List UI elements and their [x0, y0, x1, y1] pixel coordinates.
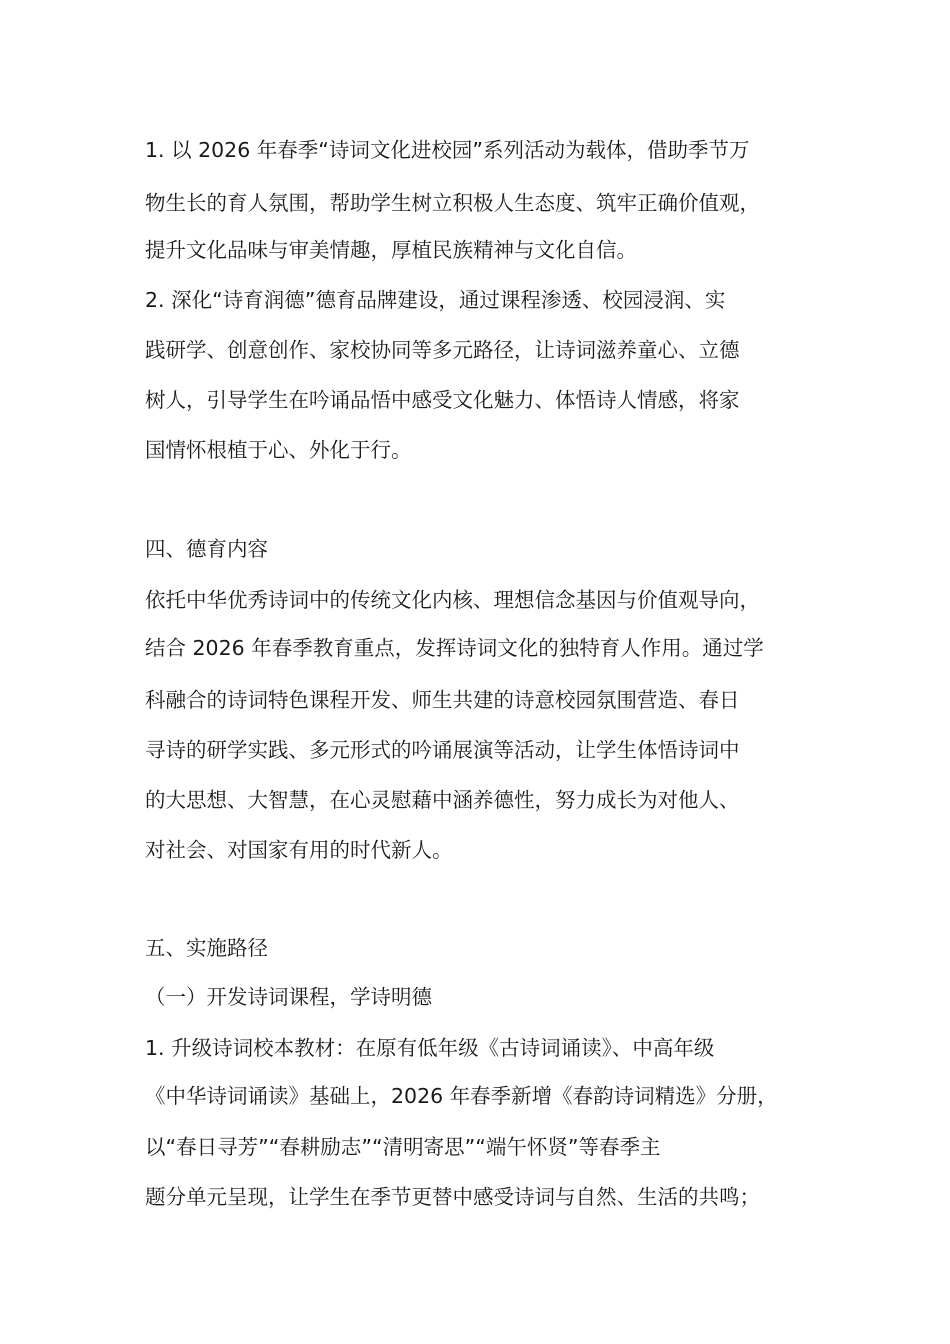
- section-heading-implementation: 五、实施路径: [145, 936, 268, 960]
- course-item-line-4: 题分单元呈现，让学生在季节更替中感受诗词与自然、生活的共鸣；: [145, 1185, 760, 1209]
- moral-content-line-2: 结合 2026 年春季教育重点，发挥诗词文化的独特育人作用。通过学: [145, 636, 764, 660]
- goal-1-line-2: 物生长的育人氛围，帮助学生树立积极人生态度、筑牢正确价值观，: [145, 191, 760, 215]
- section-heading-moral-content: 四、德育内容: [145, 537, 268, 561]
- goal-1-line-3: 提升文化品味与审美情趣，厚植民族精神与文化自信。: [145, 238, 637, 262]
- goal-1-line-1: 1. 以 2026 年春季“诗词文化进校园”系列活动为载体，借助季节万: [145, 138, 750, 162]
- goal-2-line-1: 2. 深化“诗育润德”德育品牌建设，通过课程渗透、校园浸润、实: [145, 288, 726, 312]
- goal-2-line-2: 践研学、创意创作、家校协同等多元路径，让诗词滋养童心、立德: [145, 338, 740, 362]
- goal-2-line-3: 树人，引导学生在吟诵品悟中感受文化魅力、体悟诗人情感，将家: [145, 388, 740, 412]
- subsection-heading-course: （一）开发诗词课程，学诗明德: [145, 985, 432, 1009]
- moral-content-line-1: 依托中华优秀诗词中的传统文化内核、理想信念基因与价值观导向，: [145, 588, 760, 612]
- course-item-line-3: 以“春日寻芳”“春耕励志”“清明寄思”“端午怀贤”等春季主: [145, 1135, 661, 1159]
- course-item-line-1: 1. 升级诗词校本教材：在原有低年级《古诗词诵读》、中高年级: [145, 1036, 715, 1060]
- moral-content-line-5: 的大思想、大智慧，在心灵慰藉中涵养德性，努力成长为对他人、: [145, 788, 740, 812]
- goal-2-line-4: 国情怀根植于心、外化于行。: [145, 438, 412, 462]
- moral-content-line-3: 科融合的诗词特色课程开发、师生共建的诗意校园氛围营造、春日: [145, 688, 740, 712]
- course-item-line-2: 《中华诗词诵读》基础上，2026 年春季新增《春韵诗词精选》分册，: [145, 1084, 778, 1108]
- moral-content-line-4: 寻诗的研学实践、多元形式的吟诵展演等活动，让学生体悟诗词中: [145, 738, 740, 762]
- moral-content-line-6: 对社会、对国家有用的时代新人。: [145, 838, 453, 862]
